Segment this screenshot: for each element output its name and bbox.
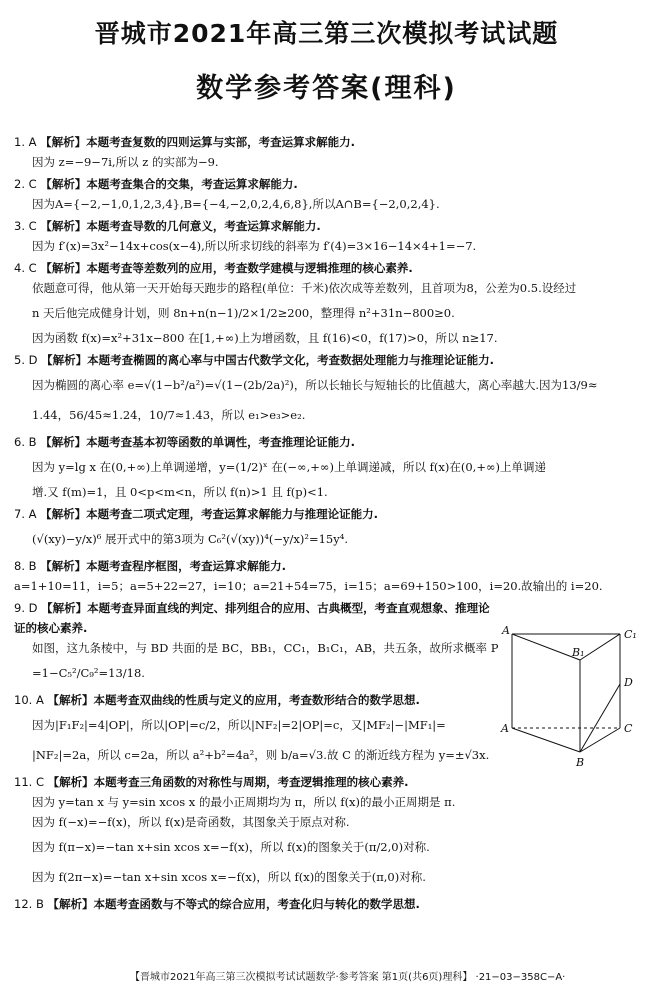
answer-item-2 (14, 174, 640, 194)
prism-figure (500, 622, 648, 772)
solution-line: 因为|F₁F₂|=4|OP|，所以|OP|=c/2，所以|NF₂|=2|OP|=c，又|MF₂|−|MF₁|= (32, 718, 446, 732)
solution-line: 因为A={−2,−1,0,1,2,3,4},B={−4,−2,0,2,4,6,8},所以A∩B={−2,0,2,4}. (32, 197, 440, 211)
analysis-text: 【解析】本题考查等差数列的应用，考查数学建模与逻辑推理的核心素养. (40, 261, 413, 275)
solution-line: n 天后他完成健身计划，则 8n+n(n−1)/2×1/2≥200，整理得 n²+31n−800≥0. (32, 306, 455, 320)
answer-item-8 (14, 556, 640, 576)
solution-line: 因为 y=tan x 与 y=sin xcos x 的最小正周期均为 π，所以 f(x)的最小正周期是 π. (32, 795, 456, 809)
segment-b-d (580, 684, 620, 752)
answer-item-5 (14, 350, 640, 370)
solution-line: 因为 f′(x)=3x²−14x+cos(x−4),所以所求切线的斜率为 f′(4)=3×16−14×4+1=−7. (32, 239, 477, 253)
solution-line: 如图，这九条棱中，与 BD 共面的是 BC，BB₁，CC₁，B₁C₁，AB，共五条，故所求概率 P (32, 641, 499, 655)
answer-number: 1. A (14, 135, 37, 149)
answer-number: 3. C (14, 219, 37, 233)
answer-number: 5. D (14, 353, 38, 367)
edge-a1-b1 (512, 634, 580, 660)
answer-number: 10. A (14, 693, 44, 707)
answer-number: 12. B (14, 897, 44, 911)
label-b: B (576, 756, 585, 769)
analysis-text: 【解析】本题考查椭圆的离心率与中国古代数学文化，考查数据处理能力与推理论证能力. (41, 353, 495, 367)
answer-item-7 (14, 504, 640, 524)
solution-line: 因为 z=−9−7i,所以 z 的实部为−9. (32, 155, 219, 169)
answer-number: 9. D (14, 601, 38, 615)
solution-line: 因为 f(π−x)=−tan x+sin xcos x=−f(x)，所以 f(x)的图象关于(π/2,0)对称. (32, 840, 430, 854)
analysis-text: 【解析】本题考查基本初等函数的单调性，考查推理论证能力. (40, 435, 356, 449)
answer-number: 11. C (14, 775, 44, 789)
solution-line: (√(xy)−y/x)⁶ 展开式中的第3项为 C₆²(√(xy))⁴(−y/x)²=15y⁴. (32, 532, 348, 546)
solution-line: 因为椭圆的离心率 e=√(1−b²/a²)=√(1−(2b/2a)²)，所以长轴长与短轴长的比值越大，离心率越大.因为13/9≈ (32, 378, 598, 392)
analysis-text: 【解析】本题考查复数的四则运算与实部，考查运算求解能力. (40, 135, 356, 149)
solution-line: |NF₂|=2a，所以 c=2a，所以 a²+b²=4a²，则 b/a=√3.故 C 的渐近线方程为 y=±√3x. (32, 748, 490, 762)
answers-list (14, 132, 640, 914)
analysis-text: 【解析】本题考查程序框图，考查运算求解能力. (40, 559, 287, 573)
analysis-text: 【解析】本题考查异面直线的判定、排列组合的应用、古典概型，考查直观想象、推理论证的核心素养. (14, 601, 490, 635)
answer-number: 8. B (14, 559, 37, 573)
page-footer: 【晋城市2021年高三第三次模拟考试试题数学·参考答案 第1页(共6页)理科】 ·21−03−358C−A· (130, 972, 566, 983)
label-a1: A (502, 624, 510, 637)
solution-line: 依题意可得，他从第一天开始每天跑步的路程(单位：千米)依次成等差数列，且首项为8，公差为0.5.设经过 (32, 281, 577, 295)
analysis-text: 【解析】本题考查导数的几何意义，考查运算求解能力. (40, 219, 321, 233)
answer-number: 4. C (14, 261, 37, 275)
answer-key-title: 数学参考答案(理科) (196, 73, 457, 104)
edge-b1-c1 (580, 634, 620, 660)
answer-item-9 (14, 598, 498, 638)
answer-item-1 (14, 132, 640, 152)
solution-line: 因为 f(2π−x)=−tan x+sin xcos x=−f(x)，所以 f(x)的图象关于(π,0)对称. (32, 870, 426, 884)
solution-line: 1.44，56/45≈1.24，10/7≈1.43，所以 e₁>e₃>e₂. (32, 408, 306, 422)
analysis-text: 【解析】本题考查二项式定理，考查运算求解能力与推理论证能力. (40, 507, 379, 521)
solution-line: 增.又 f(m)=1，且 0<p<m<n，所以 f(n)>1 且 f(p)<1. (32, 485, 328, 499)
label-c1: C₁ (624, 628, 637, 641)
exam-title: 晋城市2021年高三第三次模拟考试试题 (94, 19, 559, 48)
solution-line: a=1+10=11，i=5；a=5+22=27，i=10；a=21+54=75，i=15；a=69+150>100，i=20.故输出的 i=20. (14, 579, 603, 593)
solution-line: =1−C₅²/C₉²=13/18. (32, 666, 145, 680)
solution-line: 因为函数 f(x)=x²+31x−800 在[1,+∞)上为增函数，且 f(16)<0，f(17)>0，所以 n≥17. (32, 331, 498, 345)
answer-item-3 (14, 216, 640, 236)
edge-a-b (512, 728, 580, 752)
analysis-text: 【解析】本题考查集合的交集，考查运算求解能力. (40, 177, 298, 191)
solution-line: 因为 y=lg x 在(0,+∞)上单调递增，y=(1/2)ˣ 在(−∞,+∞)上单调递减，所以 f(x)在(0,+∞)上单调递 (32, 460, 547, 474)
answer-item-4 (14, 258, 640, 278)
analysis-text: 【解析】本题考查双曲线的性质与定义的应用，考查数形结合的数学思想. (47, 693, 420, 707)
answer-item-11 (14, 772, 640, 792)
analysis-text: 【解析】本题考查三角函数的对称性与周期，考查逻辑推理的核心素养. (47, 775, 409, 789)
answer-item-12 (14, 894, 640, 914)
answer-number: 2. C (14, 177, 37, 191)
answer-number: 7. A (14, 507, 37, 521)
label-a: A (501, 722, 509, 735)
solution-line: 因为 f(−x)=−f(x)，所以 f(x)是奇函数，其图象关于原点对称. (32, 815, 350, 829)
label-b1: B₁ (572, 646, 585, 659)
label-c: C (624, 722, 633, 735)
label-d: D (624, 676, 633, 689)
edge-b-c (580, 728, 620, 752)
analysis-text: 【解析】本题考查函数与不等式的综合应用，考查化归与转化的数学思想. (47, 897, 420, 911)
answer-item-6 (14, 432, 640, 452)
answer-number: 6. B (14, 435, 37, 449)
